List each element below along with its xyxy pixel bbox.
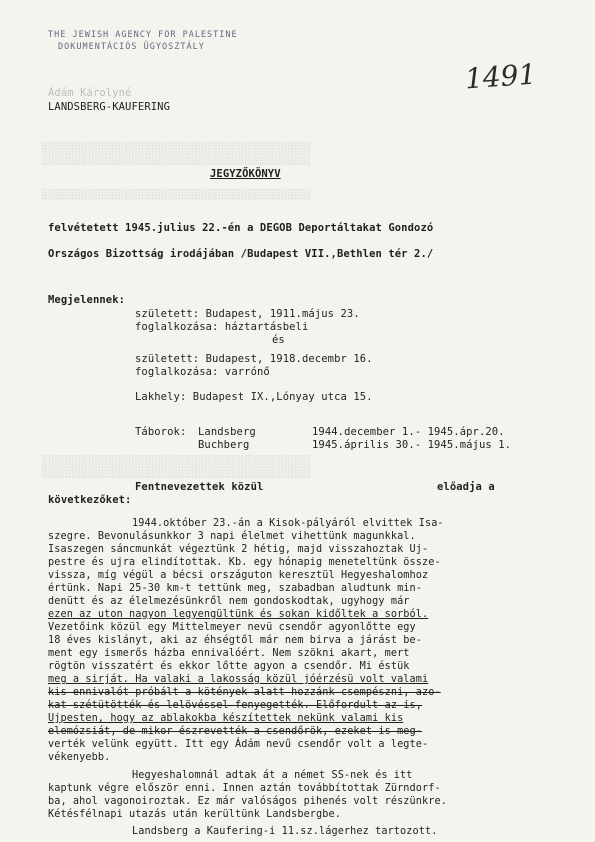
body-line: 18 éves kislányt, aki az éhségtől már nem birva a járást be- — [48, 635, 423, 646]
stamp-line-2: DOKUMENTÁCIÓS ÜGYOSZTÁLY — [58, 42, 205, 52]
bleed-through-line: ░░░░░░░░░░░░░░░░░░░░░░░░░░░░░░░░░░░░░░░░░░░░░░░ — [42, 190, 311, 201]
body-line: ezen az uton nagyon legyengültünk és sokan kidőltek a sorból. — [48, 609, 429, 620]
body-line: értünk. Napi 25-30 km-t tettünk meg, szabadban aludtunk min- — [48, 583, 423, 594]
body-line: Isaszegen sáncmunkát végeztünk 2 hétig, majd visszahoztak Uj- — [48, 544, 429, 555]
camp-2-name: Buchberg — [198, 439, 250, 451]
bleed-through-line: ░░░░░░░░░░░░░░░░░░░░░░░░░░░░░░░░░░░░░░░░░░░░░░░ — [42, 155, 311, 166]
appeared-label: Megjelennek: — [48, 294, 126, 306]
closing-line: Landsberg a Kaufering-i 11.sz.lágerhez tartozott. — [132, 826, 438, 837]
body-line: vékenyebb. — [48, 752, 111, 763]
statement-following: következőket: — [48, 494, 132, 506]
body-line: rögtön visszatért és ekkor lőtte agyon a csendőr. Mi éstük — [48, 661, 410, 672]
intro-line-1: felvétetett 1945.julius 22.-én a DEGOB Deportáltakat Gondozó — [48, 222, 434, 234]
body-line: pestre és ujra elindítottak. Kb. egy hónapig meneteltünk össze- — [48, 557, 441, 568]
person-connector: és — [272, 334, 285, 346]
body-line: verték velünk együtt. Itt egy Ádám nevű csendőr volt a legte- — [48, 739, 429, 750]
person2-born: született: Budapest, 1918.decembr 16. — [135, 353, 373, 365]
bleed-through-line: ░░░░░░░░░░░░░░░░░░░░░░░░░░░░░░░░░░░░░░░░░░░░░░░ — [42, 143, 311, 154]
body-line: Vezetőink közül egy Mittelmeyer nevü csendőr agyonlőtte egy — [48, 622, 416, 633]
bleed-through-line: ░░░░░░░░░░░░░░░░░░░░░░░░░░░░░░░░░░░░░░░░░░░░░░░ — [42, 456, 311, 467]
body-line: meg a sirját. Ha valaki a lakosság közül jóérzésü volt valami — [48, 674, 429, 685]
body-line: 1944.október 23.-án a Kisok-pályáról elvittek Isa- — [132, 518, 444, 529]
body-line: ba, ahol vagonoiroztak. Ez már valóságos pihenés volt részünkre. — [48, 796, 447, 807]
body-line: vissza, míg végül a bécsi országuton keresztül Hegyeshalomhoz — [48, 570, 429, 581]
body-line: kis ennivalót próbált a kötények alatt hozzánk csempészni, azo- — [48, 687, 441, 698]
header-camp: LANDSBERG-KAUFERING — [48, 101, 171, 113]
body-line: szegre. Bevonulásunkkor 3 napi élelmet vihettünk magunkkal. — [48, 531, 416, 542]
bleed-through-line: ░░░░░░░░░░░░░░░░░░░░░░░░░░░░░░░░░░░░░░░░░░░░░░░ — [42, 468, 311, 479]
body-line: Kétésfélnapi utazás után kerültünk Landsbergbe. — [48, 809, 341, 820]
camp-1-name: Landsberg — [198, 426, 256, 438]
document-title: JEGYZŐKÖNYV — [210, 168, 281, 180]
residence: Lakhely: Budapest IX.,Lónyay utca 15. — [135, 391, 373, 403]
person1-occupation: foglalkozása: háztartásbeli — [135, 321, 309, 333]
header-name: Ádám Károlyné — [48, 87, 132, 99]
handwritten-document-number: 1491 — [463, 57, 538, 96]
person2-occupation: foglalkozása: varrónő — [135, 366, 270, 378]
camp-1-dates: 1944.december 1.- 1945.ápr.20. — [312, 426, 505, 438]
statement-verb: előadja a — [437, 481, 495, 493]
body-line: ment egy ismerős házba ennivalóért. Nem szökni akart, mert — [48, 648, 410, 659]
body-line: Hegyeshalomnál adtak át a német SS-nek és itt — [132, 770, 413, 781]
body-line: kat szétütötték és lelövéssel fenyegették. Előfordult az is, — [48, 700, 423, 711]
body-line: Ujpesten, hogy az ablakokba készítettek nekünk valami kis — [48, 713, 404, 724]
camps-label: Táborok: — [135, 426, 187, 438]
person1-born: született: Budapest, 1911.május 23. — [135, 308, 360, 320]
intro-line-2: Országos Bizottság irodájában /Budapest VII.,Bethlen tér 2./ — [48, 248, 434, 260]
camp-2-dates: 1945.április 30.- 1945.május 1. — [312, 439, 512, 451]
stamp-line-1: THE JEWISH AGENCY FOR PALESTINE — [48, 30, 238, 40]
body-line: elemózsiát, de mikor észrevették a csendőrök, ezeket is meg- — [48, 726, 423, 737]
body-line: kaptunk végre először enni. Innen aztán továbbítottak Zürndorf- — [48, 783, 441, 794]
statement-subject: Fentnevezettek közül — [135, 481, 264, 493]
body-line: denütt és az élelmezésünkről nem gondoskodtak, ugyhogy már — [48, 596, 410, 607]
